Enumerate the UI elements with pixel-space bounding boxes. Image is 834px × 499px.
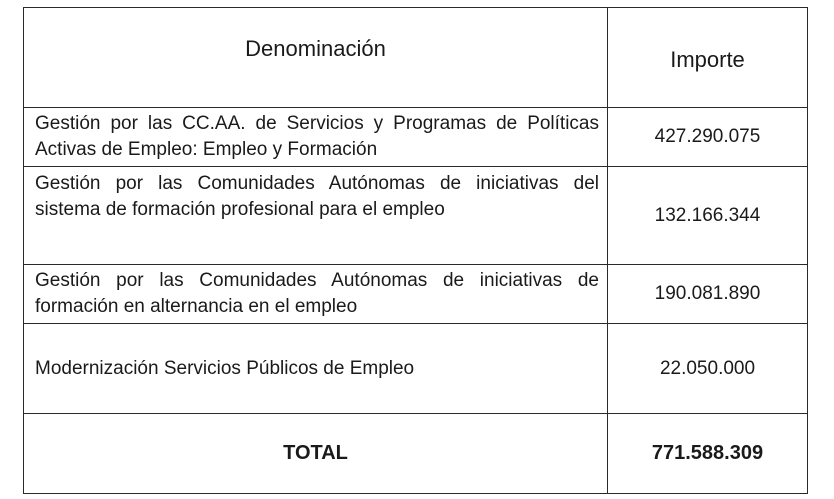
row-importe: 132.166.344 <box>608 167 808 265</box>
row-denominacion: Gestión por las Comunidades Autónomas de iniciativas de formación en alternancia en el empleo <box>24 265 608 324</box>
row-importe: 190.081.890 <box>608 265 808 324</box>
table-row <box>24 167 808 265</box>
row-importe: 22.050.000 <box>608 324 808 414</box>
total-row <box>24 414 808 494</box>
row-denominacion: Gestión por las CC.AA. de Servicios y Programas de Políticas Activas de Empleo: Empleo y Formación <box>24 108 608 167</box>
total-label: TOTAL <box>24 414 608 494</box>
row-denominacion: Modernización Servicios Públicos de Empleo <box>24 324 608 414</box>
header-row <box>24 8 808 108</box>
table-row <box>24 265 808 324</box>
table-row <box>24 324 808 414</box>
header-denominacion: Denominación <box>24 8 608 108</box>
row-denominacion: Gestión por las Comunidades Autónomas de iniciativas del sistema de formación profesional para el empleo <box>24 167 608 265</box>
table-row <box>24 108 808 167</box>
budget-table <box>23 7 808 494</box>
total-importe: 771.588.309 <box>608 414 808 494</box>
row-importe: 427.290.075 <box>608 108 808 167</box>
header-importe: Importe <box>608 8 808 108</box>
